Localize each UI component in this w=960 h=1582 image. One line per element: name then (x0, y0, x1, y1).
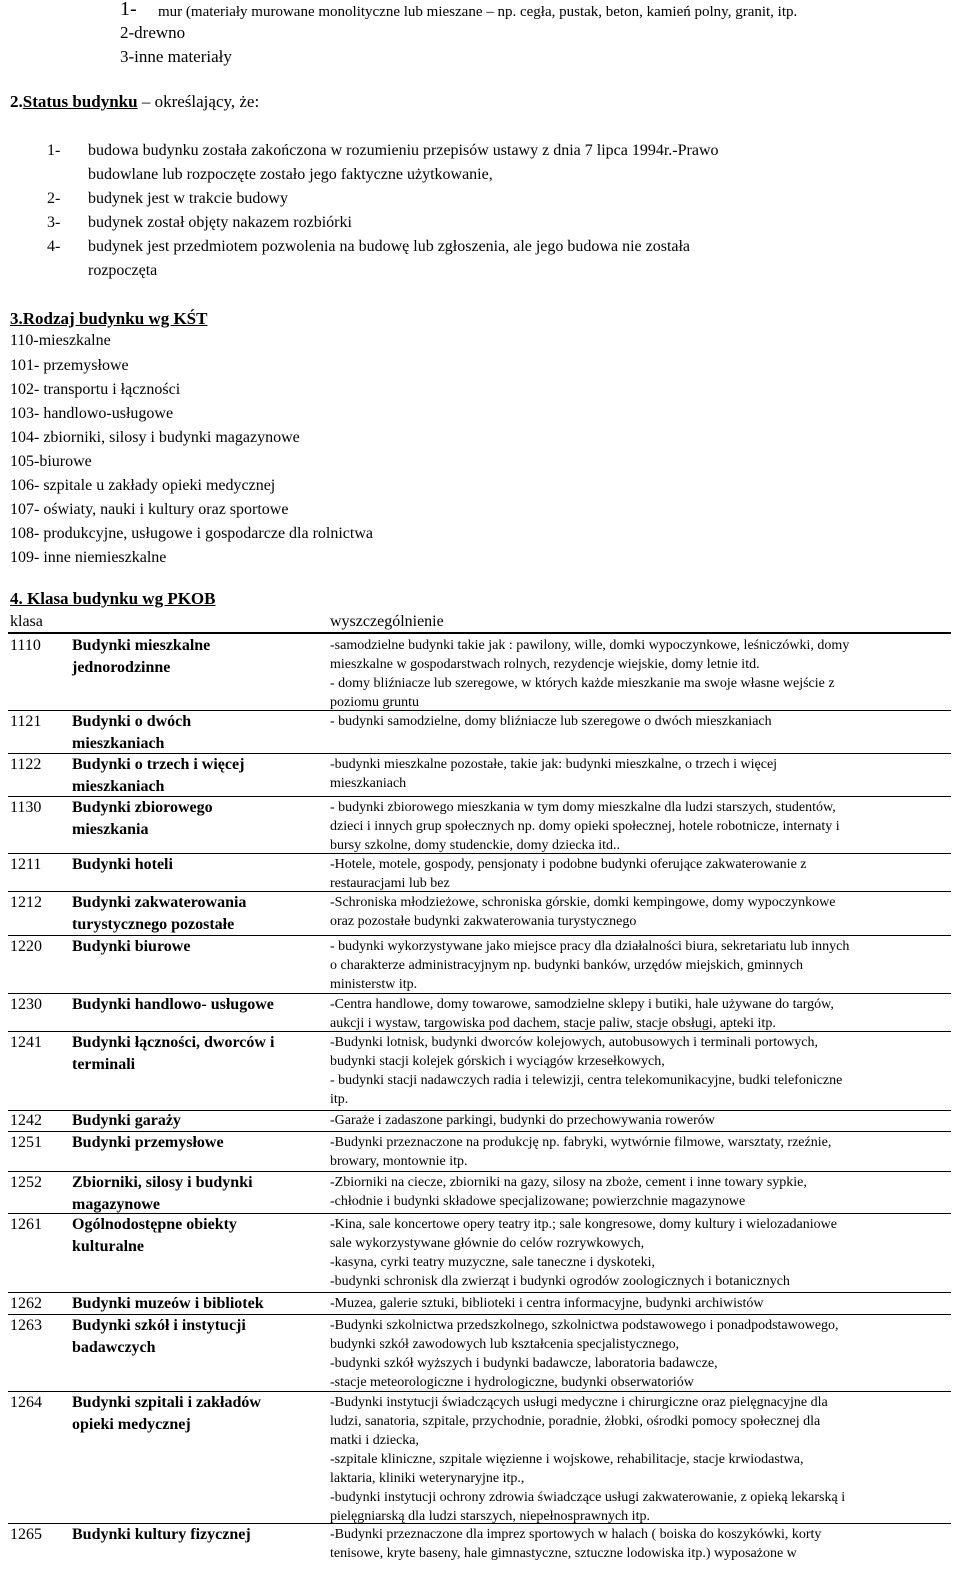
pkob-row-description: -Budynki przeznaczone na produkcję np. fabryki, wytwórnie filmowe, warsztaty, rzeźnie, (330, 1135, 832, 1150)
pkob-row-code: 1130 (10, 799, 42, 816)
pkob-column-class: klasa (10, 613, 43, 630)
pkob-row-code: 1122 (10, 756, 42, 773)
kst-item: 109- inne niemieszkalne (10, 549, 167, 566)
pkob-row-description: -budynki mieszkalne pozostałe, takie jak: budynki mieszkalne, o trzech i więcej (330, 757, 778, 772)
pkob-row-code: 1230 (10, 996, 42, 1013)
table-row-divider (8, 1391, 951, 1392)
table-header-rule (8, 632, 951, 634)
pkob-row-description: matki i dziecka, (330, 1433, 420, 1448)
pkob-row-description: budynki stacji kolejek górskich i wyciągów krzesełkowych, (330, 1054, 665, 1069)
status-item-3-number: 3- (47, 214, 61, 231)
pkob-column-description: wyszczególnienie (330, 613, 444, 630)
pkob-row-description: -budynki schronisk dla zwierząt i budynki ogrodów zoologicznych i botanicznych (330, 1274, 790, 1289)
pkob-row-description: ministerstw itp. (330, 977, 418, 992)
pkob-row-code: 1265 (10, 1526, 42, 1543)
pkob-row-name: Budynki muzeów i bibliotek (72, 1295, 264, 1312)
pkob-row-description: bursy szkolne, domy studenckie, domy dziecka itd.. (330, 838, 621, 853)
pkob-row-code: 1251 (10, 1134, 42, 1151)
pkob-row-description: - budynki zbiorowego mieszkania w tym domy mieszkalne dla ludzi starszych, studentów, (330, 800, 836, 815)
table-row-divider (8, 993, 951, 994)
table-row-divider (8, 1314, 951, 1315)
pkob-row-code: 1261 (10, 1216, 42, 1233)
pkob-row-code: 1110 (10, 637, 41, 654)
pkob-row-description: - budynki samodzielne, domy bliźniacze lub szeregowe o dwóch mieszkaniach (330, 714, 772, 729)
kst-item: 101- przemysłowe (10, 357, 129, 374)
material-item-1-text: mur (materiały murowane monolityczne lub mieszane – np. cegła, pustak, beton, kamień polny, granit, itp. (158, 4, 798, 20)
material-item-2: 2-drewno (120, 23, 186, 42)
pkob-row-description: -Centra handlowe, domy towarowe, samodzielne sklepy i butiki, hale używane do targów, (330, 997, 834, 1012)
status-item-3-line: budynek został objęty nakazem rozbiórki (88, 214, 352, 231)
pkob-row-name: Budynki o trzech i więcej (72, 756, 245, 773)
pkob-row-description: tenisowe, kryte baseny, hale gimnastyczne, sztuczne lodowiska itp.) wyposażone w (330, 1546, 797, 1561)
pkob-row-description: - domy bliźniacze lub szeregowe, w których każde mieszkanie ma swoje własne wejście z (330, 676, 835, 691)
table-row-divider (8, 1171, 951, 1172)
pkob-row-code: 1264 (10, 1394, 42, 1411)
table-row-divider (8, 796, 951, 797)
pkob-row-description: sale wykorzystywane głównie do celów rozrywkowych, (330, 1236, 645, 1251)
pkob-row-description: budynki szkół zawodowych lub kształcenia specjalistycznego, (330, 1337, 680, 1352)
pkob-row-name: mieszkania (72, 821, 149, 838)
pkob-row-name: opieki medycznej (72, 1416, 191, 1433)
pkob-row-description: pielęgniarską dla ludzi starszych, niepełnosprawnych itp. (330, 1509, 650, 1524)
pkob-row-description: - budynki stacji nadawczych radia i telewizji, centra telekomunikacyjne, budki telefoniczne (330, 1073, 843, 1088)
pkob-row-description: - budynki wykorzystywane jako miejsce pracy dla działalności biura, sekretariatu lub innych (330, 939, 850, 954)
pkob-row-name: magazynowe (72, 1196, 160, 1213)
status-heading-title: Status budynku (22, 92, 138, 111)
kst-item: 106- szpitale u zakłady opieki medycznej (10, 477, 276, 494)
pkob-row-code: 1220 (10, 938, 42, 955)
pkob-row-description: -Budynki lotnisk, budynki dworców kolejowych, autobusowych i terminali portowych, (330, 1035, 818, 1050)
kst-item: 102- transportu i łączności (10, 381, 181, 398)
kst-item: 103- handlowo-usługowe (10, 405, 174, 422)
status-item-2-number: 2- (47, 190, 61, 207)
pkob-row-code: 1262 (10, 1295, 42, 1312)
pkob-row-description: ludzi, sanatoria, szpitale, przychodnie, poradnie, żłobki, ośrodki pomocy społecznej dla (330, 1414, 821, 1429)
pkob-row-name: Budynki łączności, dworców i (72, 1034, 275, 1051)
table-row-divider (8, 753, 951, 754)
pkob-row-name: Budynki o dwóch (72, 713, 192, 730)
pkob-row-name: Budynki zakwaterowania (72, 894, 247, 911)
pkob-row-code: 1211 (10, 856, 42, 873)
status-item-2-line: budynek jest w trakcie budowy (88, 190, 288, 207)
pkob-row-name: Budynki kultury fizycznej (72, 1526, 251, 1543)
pkob-row-description: oraz pozostałe budynki zakwaterowania turystycznego (330, 914, 637, 929)
pkob-row-description: -Budynki szkolnictwa przedszkolnego, szkolnictwa podstawowego i ponadpodstawowego, (330, 1318, 839, 1333)
pkob-row-description: mieszkalne w gospodarstwach rolnych, rezydencje wiejskie, domy letnie itd. (330, 657, 760, 672)
pkob-row-description: poziomu gruntu (330, 695, 420, 710)
pkob-row-description: restauracjami lub bez (330, 876, 450, 891)
pkob-row-name: Budynki szkół i instytucji (72, 1317, 246, 1334)
pkob-row-code: 1121 (10, 713, 42, 730)
pkob-row-description: -kasyna, cyrki teatry muzyczne, sale taneczne i dyskoteki, (330, 1255, 655, 1270)
pkob-row-name: Zbiorniki, silosy i budynki (72, 1174, 253, 1191)
table-row-divider (8, 935, 951, 936)
pkob-row-description: -Zbiorniki na ciecze, zbiorniki na gazy, silosy na zboże, cement i inne towary sypkie, (330, 1175, 807, 1190)
status-item-1-line: budowa budynku została zakończona w rozumieniu przepisów ustawy z dnia 7 lipca 1994r.-Prawo (88, 142, 719, 159)
pkob-row-code: 1252 (10, 1174, 42, 1191)
pkob-row-name: Budynki garaży (72, 1112, 181, 1129)
pkob-row-name: Ogólnodostępne obiekty (72, 1216, 237, 1233)
pkob-row-description: -Budynki przeznaczone dla imprez sportowych w halach ( boiska do koszykówki, korty (330, 1527, 822, 1542)
pkob-row-name: mieszkaniach (72, 735, 165, 752)
kst-item: 104- zbiorniki, silosy i budynki magazynowe (10, 429, 300, 446)
pkob-row-code: 1212 (10, 894, 42, 911)
kst-item: 105-biurowe (10, 453, 92, 470)
pkob-row-description: dzieci i innych grup społecznych np. domy opieki społecznej, hotele robotnicze, internaty i (330, 819, 840, 834)
pkob-row-description: -Schroniska młodzieżowe, schroniska górskie, domki kempingowe, domy wypoczynkowe (330, 895, 836, 910)
kst-heading: 3.Rodzaj budynku wg KŚT (10, 309, 208, 328)
pkob-row-description: mieszkaniach (330, 776, 407, 791)
status-item-4-number: 4- (47, 238, 61, 255)
status-heading-rest: – określający, że: (137, 92, 260, 111)
pkob-row-name: badawczych (72, 1339, 156, 1356)
pkob-row-description: -budynki szkół wyższych i budynki badawcze, laboratoria badawcze, (330, 1356, 718, 1371)
pkob-row-description: -szpitale kliniczne, szpitale więzienne i wojskowe, rehabilitacje, stacje krwiodastwa, (330, 1452, 804, 1467)
pkob-row-name: jednorodzinne (72, 659, 171, 676)
material-item-1-number: 1- (120, 0, 137, 20)
pkob-row-description: -Hotele, motele, gospody, pensjonaty i podobne budynki oferujące zakwaterowanie z (330, 857, 807, 872)
pkob-row-description: o charakterze administracyjnym np. budynki banków, urzędów miejskich, gminnych (330, 958, 804, 973)
pkob-row-description: browary, montownie itp. (330, 1154, 468, 1169)
pkob-row-description: -chłodnie i budynki składowe specjalizowane; powierzchnie magazynowe (330, 1194, 746, 1209)
pkob-row-name: kulturalne (72, 1238, 145, 1255)
pkob-row-code: 1242 (10, 1112, 42, 1129)
pkob-row-name: turystycznego pozostałe (72, 916, 235, 933)
kst-item: 110-mieszkalne (10, 332, 111, 349)
pkob-row-name: terminali (72, 1056, 136, 1073)
pkob-row-name: Budynki przemysłowe (72, 1134, 224, 1151)
status-item-1-number: 1- (47, 142, 61, 159)
pkob-row-description: itp. (330, 1092, 349, 1107)
table-row-divider (8, 710, 951, 711)
table-row-divider (8, 891, 951, 892)
pkob-row-description: aukcji i wystaw, targowiska pod dachem, stacje paliw, stacje obsługi, apteki itp. (330, 1016, 776, 1031)
pkob-row-description: -budynki instytucji ochrony zdrowia świadczące usługi zakwaterowanie, z opieką lekarską i (330, 1490, 846, 1505)
pkob-row-name: Budynki hoteli (72, 856, 173, 873)
pkob-row-name: Budynki zbiorowego (72, 799, 213, 816)
pkob-row-description: -stacje meteorologiczne i hydrologiczne, budynki obserwatoriów (330, 1375, 694, 1390)
pkob-row-description: -Budynki instytucji świadczących usługi medyczne i chirurgiczne oraz pielęgnacyjne dla (330, 1395, 828, 1410)
table-row-divider (8, 1292, 951, 1293)
pkob-row-name: mieszkaniach (72, 778, 165, 795)
kst-item: 108- produkcyjne, usługowe i gospodarcze dla rolnictwa (10, 525, 374, 542)
pkob-heading: 4. Klasa budynku wg PKOB (10, 589, 216, 608)
pkob-row-description: -Kina, sale koncertowe opery teatry itp.; sale kongresowe, domy kultury i wielozadaniowe (330, 1217, 837, 1232)
pkob-row-name: Budynki biurowe (72, 938, 191, 955)
pkob-row-code: 1263 (10, 1317, 42, 1334)
pkob-row-code: 1241 (10, 1034, 42, 1051)
pkob-row-description: laktaria, kliniki weterynaryjne itp., (330, 1471, 525, 1486)
table-row-divider (8, 1131, 951, 1132)
pkob-row-description: -Garaże i zadaszone parkingi, budynki do przechowywania rowerów (330, 1113, 715, 1128)
status-heading: 2.Status budynku – określający, że: (10, 92, 260, 111)
pkob-row-description: -Muzea, galerie sztuki, biblioteki i centra informacyjne, budynki archiwistów (330, 1296, 764, 1311)
kst-item: 107- oświaty, nauki i kultury oraz sportowe (10, 501, 289, 518)
pkob-row-name: Budynki szpitali i zakładów (72, 1394, 261, 1411)
status-item-1-line: budowlane lub rozpoczęte zostało jego faktyczne użytkowanie, (88, 166, 493, 183)
status-item-4-line: budynek jest przedmiotem pozwolenia na budowę lub zgłoszenia, ale jego budowa nie została (88, 238, 691, 255)
status-item-4-line: rozpoczęta (88, 262, 158, 279)
pkob-row-description: -samodzielne budynki takie jak : pawilony, wille, domki wypoczynkowe, leśniczówki, domy (330, 638, 850, 653)
material-item-3: 3-inne materiały (120, 47, 232, 66)
pkob-row-name: Budynki handlowo- usługowe (72, 996, 274, 1013)
pkob-row-name: Budynki mieszkalne (72, 637, 211, 654)
